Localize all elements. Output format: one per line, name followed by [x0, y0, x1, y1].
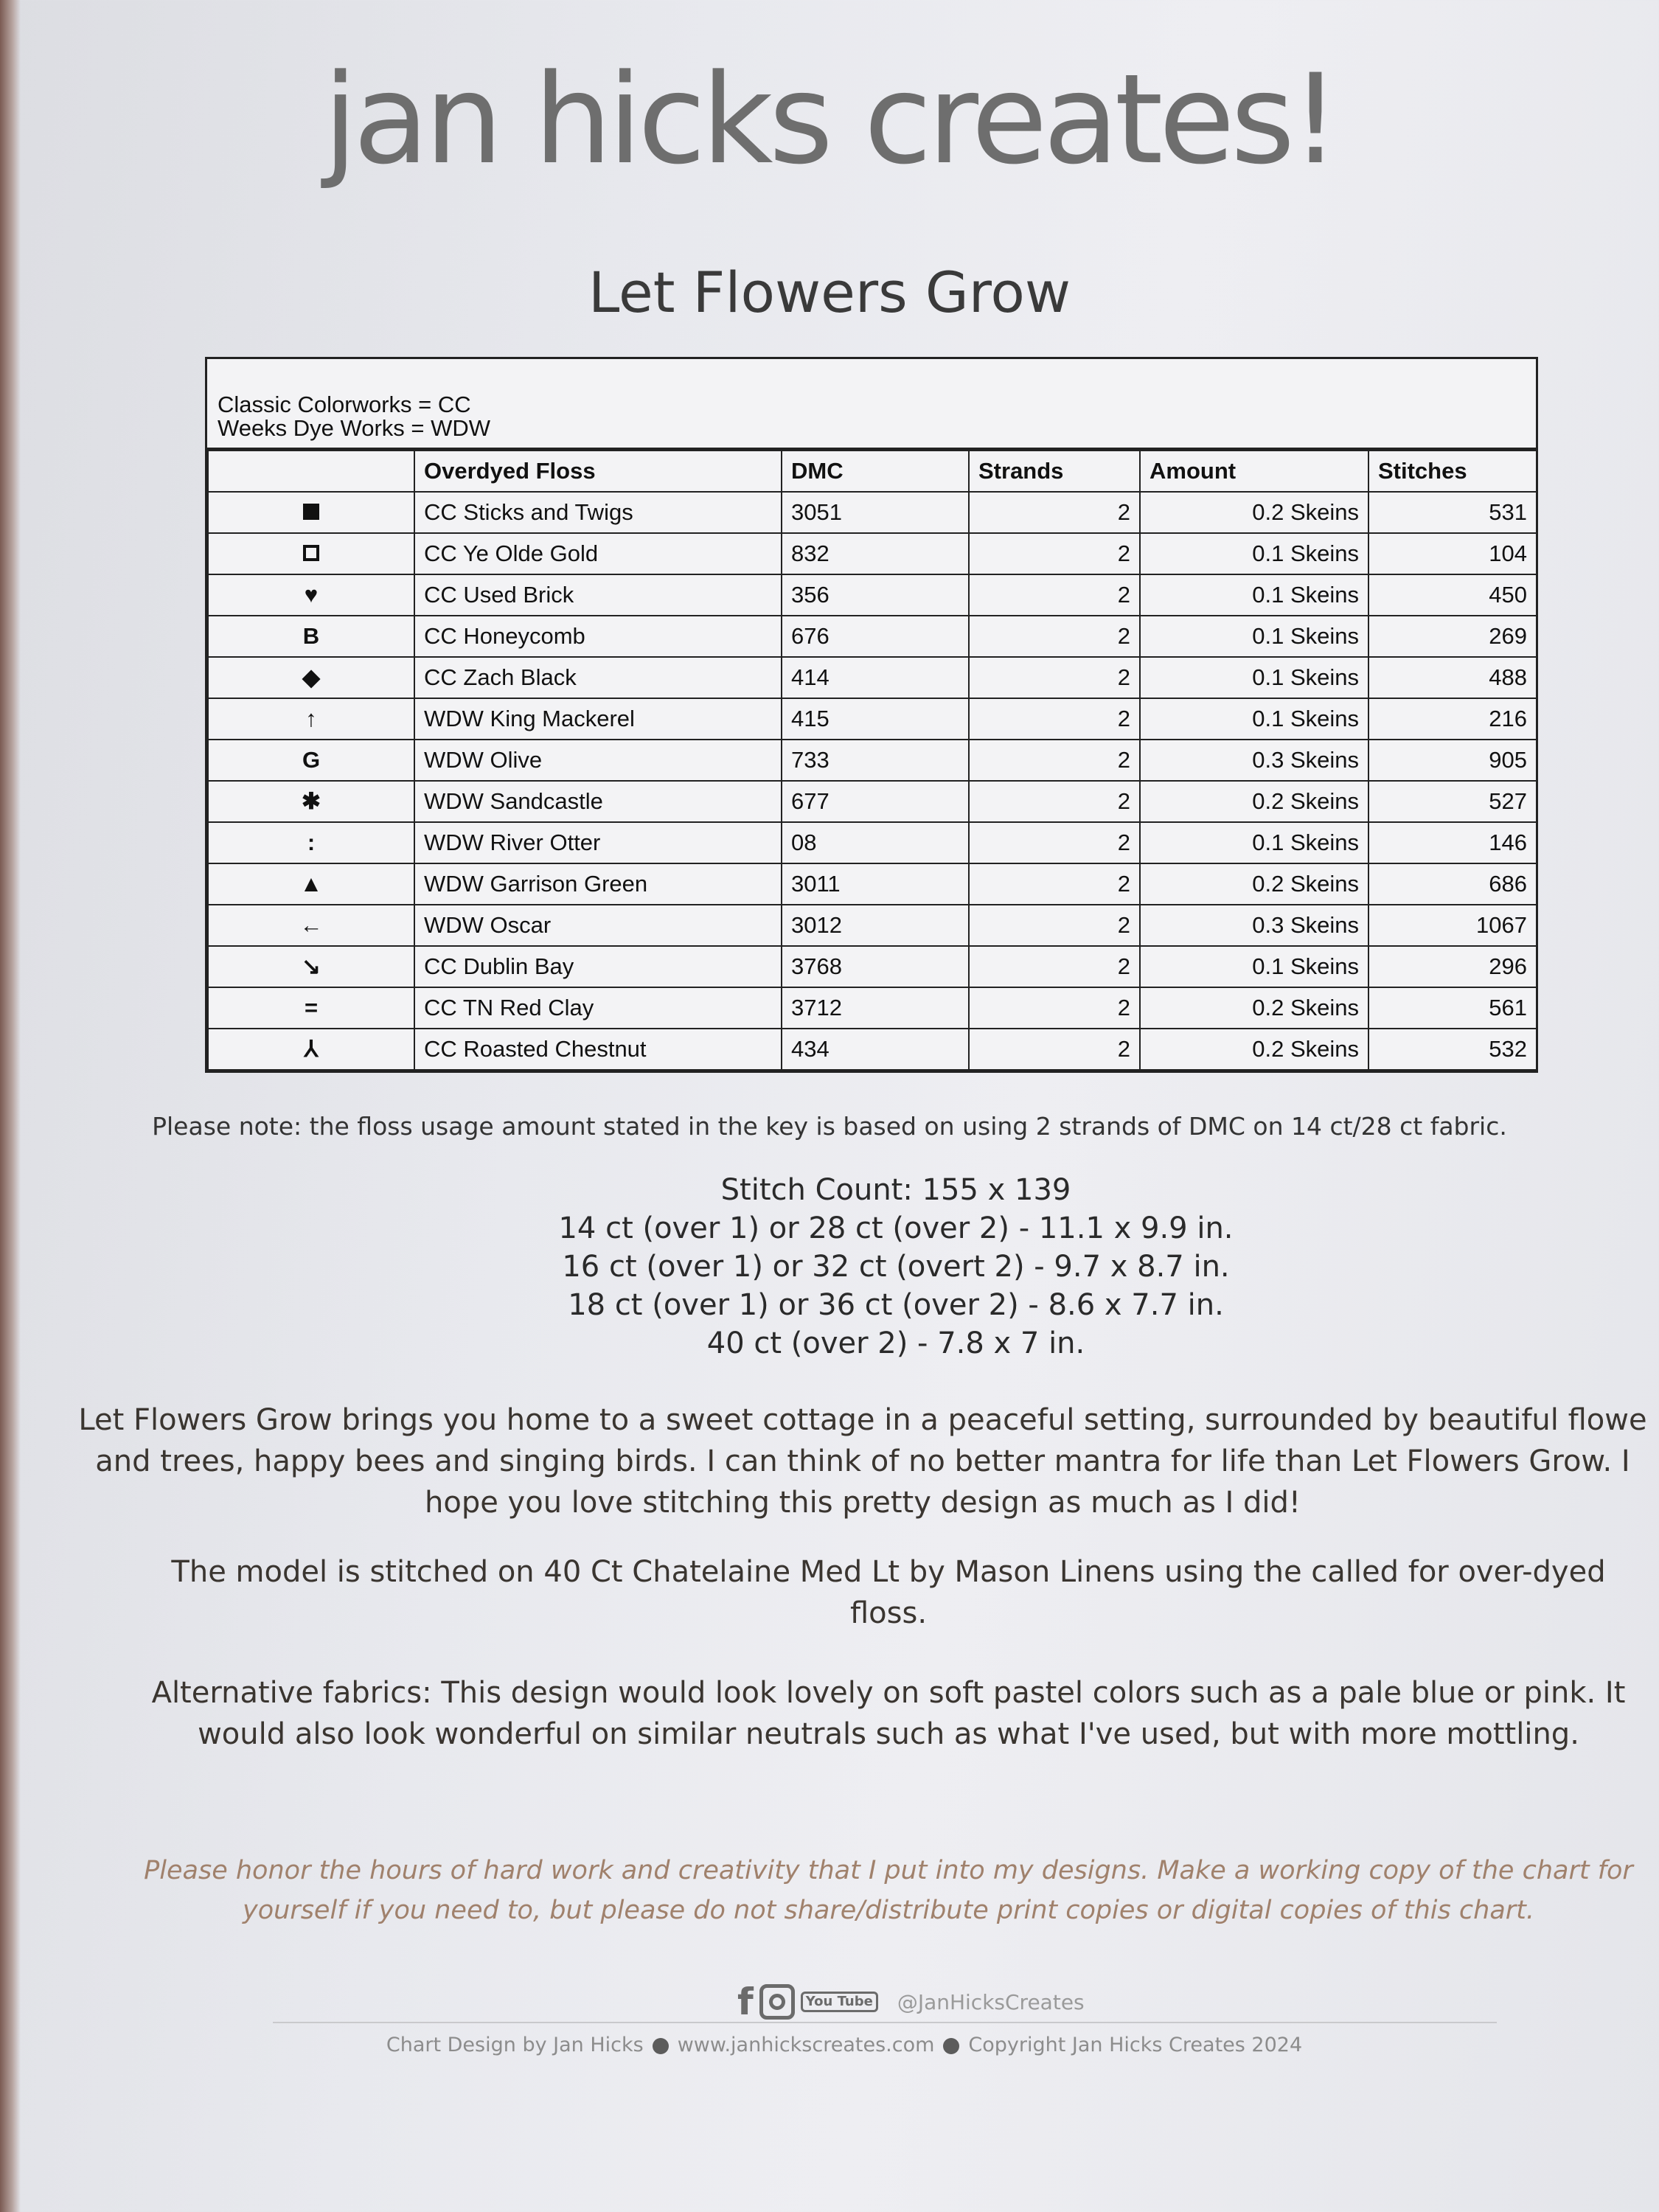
copyright-notice: Copyright Jan Hicks Creates 2024 [968, 2034, 1303, 2056]
filled-square-icon [208, 492, 414, 533]
up-arrow-icon: ↑ [208, 698, 414, 740]
footer [0, 2034, 1659, 2056]
facebook-icon[interactable]: f [737, 1980, 754, 2023]
bird-icon: ◆ [208, 657, 414, 698]
dmc-number: 3012 [782, 905, 969, 946]
dmc-number: 733 [782, 740, 969, 781]
strands-value: 2 [969, 863, 1140, 905]
floss-name: CC Used Brick [414, 574, 782, 616]
strands-value: 2 [969, 1029, 1140, 1070]
amount-value: 0.3 Skeins [1140, 905, 1368, 946]
dmc-column-header: DMC [782, 451, 969, 492]
stitches-value: 561 [1368, 987, 1537, 1029]
footer-divider [273, 2022, 1497, 2023]
table-row [208, 533, 1537, 574]
amount-value: 0.1 Skeins [1140, 533, 1368, 574]
stitches-value: 488 [1368, 657, 1537, 698]
floss-column-header: Overdyed Floss [414, 451, 782, 492]
page-title: Let Flowers Grow [588, 260, 1071, 325]
copyright-request: Please honor the hours of hard work and creativity that I put into my designs. Make a working copy of the chart for yourself if you need to, but please do not share/distribute print copies or digital copies of this chart. [144, 1856, 1633, 1925]
floss-name: CC TN Red Clay [414, 987, 782, 1029]
open-square-icon [208, 533, 414, 574]
bullet-icon [943, 2038, 959, 2054]
key-abbreviations [207, 359, 1536, 450]
stitches-value: 686 [1368, 863, 1537, 905]
dmc-number: 415 [782, 698, 969, 740]
table-row [208, 946, 1537, 987]
stitches-value: 104 [1368, 533, 1537, 574]
floss-name: CC Roasted Chestnut [414, 1029, 782, 1070]
table-row [208, 822, 1537, 863]
strands-value: 2 [969, 698, 1140, 740]
floss-name: CC Sticks and Twigs [414, 492, 782, 533]
strands-value: 2 [969, 905, 1140, 946]
table-row [208, 987, 1537, 1029]
abbreviation-cc: Classic Colorworks = CC [218, 392, 471, 417]
tree-icon: ▲ [208, 863, 414, 905]
dmc-number: 676 [782, 616, 969, 657]
strands-value: 2 [969, 822, 1140, 863]
amount-value: 0.1 Skeins [1140, 822, 1368, 863]
size-18ct: 18 ct (over 1) or 36 ct (over 2) - 8.6 x 7.7 in. [568, 1288, 1224, 1322]
abbreviation-wdw: Weeks Dye Works = WDW [218, 415, 491, 441]
table-row [208, 616, 1537, 657]
amount-value: 0.1 Skeins [1140, 657, 1368, 698]
stitches-column-header: Stitches [1368, 451, 1537, 492]
dmc-number: 434 [782, 1029, 969, 1070]
website-link[interactable]: www.janhickscreates.com [677, 2034, 935, 2056]
amount-value: 0.1 Skeins [1140, 698, 1368, 740]
floss-name: WDW Garrison Green [414, 863, 782, 905]
size-14ct: 14 ct (over 1) or 28 ct (over 2) - 11.1 x 9.9 in. [558, 1211, 1234, 1245]
alternative-fabrics: Alternative fabrics: This design would look lovely on soft pastel colors such as a pale blue or pink. It would also look wonderful on similar neutrals such as what I've used, but with more mottling. [151, 1676, 1626, 1751]
strands-column-header: Strands [969, 451, 1140, 492]
design-description: Let Flowers Grow brings you home to a sweet cottage in a peaceful setting, surrounded by beautiful flowe and trees, happy bees and singing birds. I can think of no better mantra for life than Let Flowers Grow. I hope you love stitching this pretty design as much as I did! [78, 1403, 1647, 1520]
stitches-value: 532 [1368, 1029, 1537, 1070]
dmc-number: 3768 [782, 946, 969, 987]
strands-value: 2 [969, 574, 1140, 616]
table-row [208, 740, 1537, 781]
stitch-count-info [0, 1171, 1659, 1363]
amount-value: 0.1 Skeins [1140, 946, 1368, 987]
floss-name: CC Honeycomb [414, 616, 782, 657]
social-handle[interactable]: @JanHicksCreates [897, 1989, 1085, 2014]
dmc-number: 3051 [782, 492, 969, 533]
equals-icon: = [208, 987, 414, 1029]
floss-name: WDW Oscar [414, 905, 782, 946]
dmc-number: 832 [782, 533, 969, 574]
stitches-value: 1067 [1368, 905, 1537, 946]
table-header-row [208, 451, 1537, 492]
amount-value: 0.2 Skeins [1140, 492, 1368, 533]
brand-logo: jan hicks creates! [323, 47, 1336, 192]
strands-value: 2 [969, 781, 1140, 822]
floss-name: WDW Sandcastle [414, 781, 782, 822]
photo-edge [0, 0, 21, 2212]
table-row [208, 863, 1537, 905]
floss-name: WDW Olive [414, 740, 782, 781]
stitch-count: Stitch Count: 155 x 139 [720, 1173, 1071, 1207]
floss-name: WDW River Otter [414, 822, 782, 863]
amount-value: 0.2 Skeins [1140, 987, 1368, 1029]
letter-g-icon: G [208, 740, 414, 781]
dmc-number: 414 [782, 657, 969, 698]
designer-credit: Chart Design by Jan Hicks [386, 2034, 644, 2056]
model-note: The model is stitched on 40 Ct Chatelaine Med Lt by Mason Linens using the called for over-dyed floss. [171, 1555, 1606, 1630]
dmc-number: 3011 [782, 863, 969, 905]
table-row [208, 781, 1537, 822]
floss-name: CC Dublin Bay [414, 946, 782, 987]
letter-b-icon: B [208, 616, 414, 657]
strands-value: 2 [969, 987, 1140, 1029]
strands-value: 2 [969, 657, 1140, 698]
dmc-number: 08 [782, 822, 969, 863]
dmc-number: 3712 [782, 987, 969, 1029]
table-row [208, 1029, 1537, 1070]
strands-value: 2 [969, 616, 1140, 657]
left-arrow-icon: ← [208, 905, 414, 946]
floss-table [207, 450, 1537, 1071]
amount-value: 0.1 Skeins [1140, 574, 1368, 616]
strands-value: 2 [969, 946, 1140, 987]
tripod-icon: ⅄ [208, 1029, 414, 1070]
amount-value: 0.2 Skeins [1140, 863, 1368, 905]
stitches-value: 216 [1368, 698, 1537, 740]
amount-value: 0.1 Skeins [1140, 616, 1368, 657]
table-row [208, 905, 1537, 946]
instagram-icon[interactable] [759, 1984, 795, 2020]
amount-value: 0.3 Skeins [1140, 740, 1368, 781]
stitches-value: 527 [1368, 781, 1537, 822]
asterisk-icon: ✱ [208, 781, 414, 822]
strands-value: 2 [969, 740, 1140, 781]
social-links [737, 1980, 1085, 2023]
strands-value: 2 [969, 533, 1140, 574]
strands-value: 2 [969, 492, 1140, 533]
floss-name: CC Zach Black [414, 657, 782, 698]
floss-usage-note: Please note: the floss usage amount stated in the key is based on using 2 strands of DMC on 14 ct/28 ct fabric. [152, 1112, 1507, 1141]
amount-value: 0.2 Skeins [1140, 1029, 1368, 1070]
stitches-value: 146 [1368, 822, 1537, 863]
table-row [208, 657, 1537, 698]
stitches-value: 269 [1368, 616, 1537, 657]
youtube-icon[interactable]: You Tube [801, 1992, 878, 2012]
stitches-value: 531 [1368, 492, 1537, 533]
amount-value: 0.2 Skeins [1140, 781, 1368, 822]
stitches-value: 296 [1368, 946, 1537, 987]
heart-icon: ♥ [208, 574, 414, 616]
table-row [208, 574, 1537, 616]
size-40ct: 40 ct (over 2) - 7.8 x 7 in. [706, 1326, 1085, 1360]
amount-column-header: Amount [1140, 451, 1368, 492]
stitches-value: 905 [1368, 740, 1537, 781]
bullet-icon [653, 2038, 669, 2054]
table-row [208, 492, 1537, 533]
colon-dots-icon: : [208, 822, 414, 863]
symbol-column-header [208, 451, 414, 492]
floss-name: WDW King Mackerel [414, 698, 782, 740]
hook-icon: ↘ [208, 946, 414, 987]
floss-key [205, 357, 1538, 1073]
size-16ct: 16 ct (over 1) or 32 ct (overt 2) - 9.7 x 8.7 in. [562, 1250, 1230, 1284]
dmc-number: 356 [782, 574, 969, 616]
dmc-number: 677 [782, 781, 969, 822]
stitches-value: 450 [1368, 574, 1537, 616]
table-row [208, 698, 1537, 740]
floss-name: CC Ye Olde Gold [414, 533, 782, 574]
